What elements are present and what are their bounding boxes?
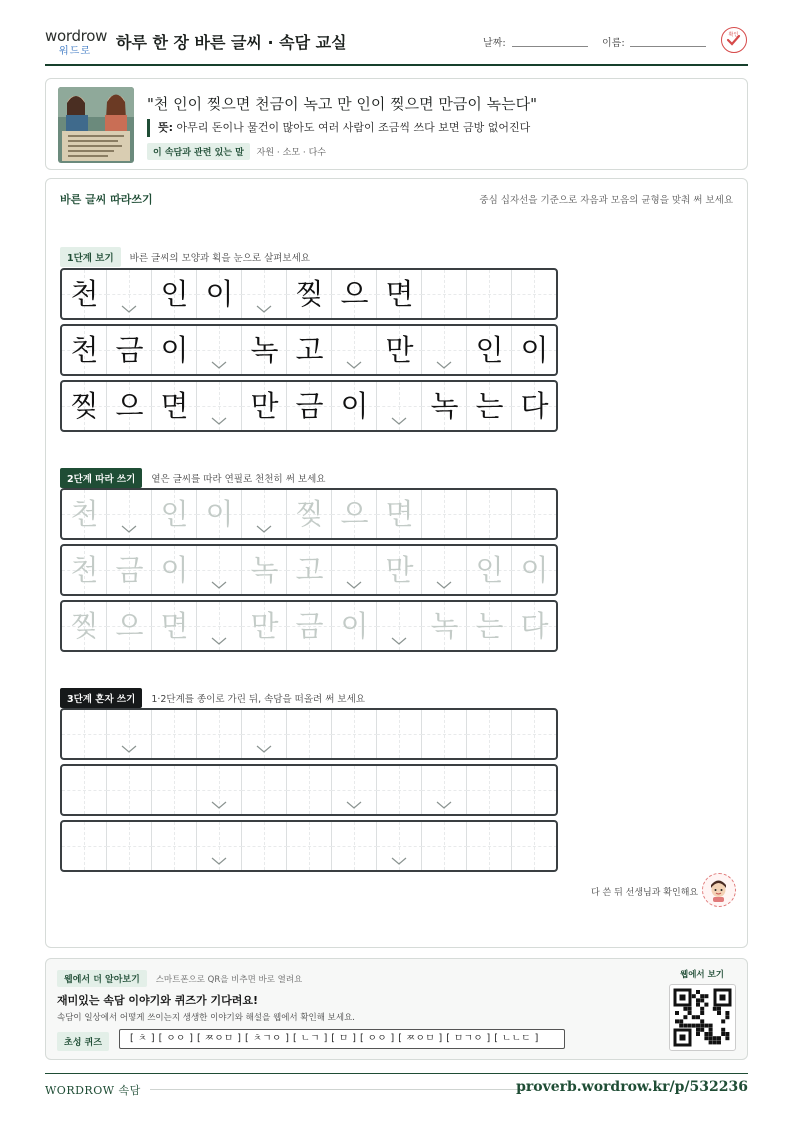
writing-cell [332,382,377,430]
writing-cell[interactable] [242,766,287,814]
writing-cell [422,546,467,594]
writing-char: 으 [340,277,369,311]
writing-char: 인 [475,333,504,367]
writing-char: 찢 [295,497,324,531]
page-title: 하루 한 장 바른 글씨 · 속담 교실 [116,33,347,52]
writing-cell[interactable] [467,766,512,814]
logo-subtext: 워드로 [59,46,91,57]
writing-cell [62,326,107,374]
writing-cell [152,326,197,374]
step2-header [60,468,325,488]
writing-char: 찢 [295,277,324,311]
writing-cell [422,490,467,538]
writing-cell [152,270,197,318]
space-mark-icon [346,800,362,810]
writing-cell [287,602,332,650]
writing-cell [512,382,557,430]
writing-cell [377,382,422,430]
writing-char: 면 [160,389,189,423]
writing-char: 이 [205,277,234,311]
writing-char: 이 [520,553,549,587]
writing-cell [107,546,152,594]
name-label: 이름: [602,38,625,49]
writing-cell [152,382,197,430]
writing-char: 이 [340,609,369,643]
writing-char: 금 [115,553,144,587]
space-mark-icon [391,856,407,866]
web-tag-hint: 스마트폰으로 QR을 비추면 바로 열려요 [155,975,303,985]
writing-cell [152,546,197,594]
proverb-meaning [147,119,530,137]
writing-cell [467,326,512,374]
writing-char: 녹 [250,333,279,367]
proverb-illustration [58,87,134,163]
writing-char: 금 [295,609,324,643]
writing-cell[interactable] [197,710,242,758]
writing-cell [377,602,422,650]
writing-row[interactable] [60,764,558,816]
step1-tag: 1단계 보기 [60,247,121,267]
writing-char: 이 [160,553,189,587]
web-section [45,958,748,1060]
writing-char: 찢 [70,609,99,643]
chosung-quiz: [ ㅊ ] [ ㅇㅇ ] [ ㅉㅇㅁ ] [ ㅊㄱㅇ ] [ ㄴㄱ ] [ ㅁ ] [ ㅇㅇ ] [ ㅉㅇㅁ ] [ ㅁㄱㅇ ] [ ㄴㄴㄷ ] [119,1029,565,1049]
writing-cell [377,490,422,538]
writing-cell[interactable] [512,766,557,814]
writing-char: 는 [475,609,504,643]
writing-char: 인 [160,497,189,531]
space-mark-icon [346,580,362,590]
writing-cell[interactable] [422,822,467,870]
writing-char: 녹 [430,389,459,423]
space-mark-icon [346,360,362,370]
writing-cell[interactable] [287,710,332,758]
writing-cell [107,382,152,430]
writing-cell[interactable] [242,822,287,870]
writing-row[interactable] [60,820,558,872]
writing-char: 만 [250,609,279,643]
proverb-card [45,78,748,170]
writing-char: 다 [520,389,549,423]
writing-cell[interactable] [152,710,197,758]
writing-cell[interactable] [332,766,377,814]
writing-cell [332,490,377,538]
writing-row [60,324,558,376]
practice-title: 바른 글씨 따라쓰기 [60,193,153,206]
writing-row [60,268,558,320]
related-words [147,143,326,160]
footer-divider [45,1073,748,1074]
space-mark-icon [436,580,452,590]
wordrow-logo [45,26,107,62]
writing-char: 이 [520,333,549,367]
writing-cell[interactable] [62,766,107,814]
writing-char: 으 [115,389,144,423]
proverb-text: "천 인이 찢으면 천금이 녹고 만 인이 찢으면 만금이 녹는다" [147,95,537,113]
writing-cell[interactable] [467,822,512,870]
space-mark-icon [256,744,272,754]
space-mark-icon [121,524,137,534]
footer-url[interactable]: proverb.wordrow.kr/p/532236 [516,1079,748,1095]
writing-char: 천 [70,553,99,587]
writing-cell [377,546,422,594]
space-mark-icon [391,636,407,646]
writing-row [60,600,558,652]
space-mark-icon [436,360,452,370]
writing-char: 는 [475,389,504,423]
space-mark-icon [121,744,137,754]
writing-char: 천 [70,497,99,531]
writing-cell [332,602,377,650]
writing-cell [197,490,242,538]
writing-cell [512,270,557,318]
web-tag [57,970,302,987]
quiz-label: 초성 퀴즈 [57,1032,109,1051]
web-description: 속담이 일상에서 어떻게 쓰이는지 생생한 이야기와 해설을 웹에서 확인해 보세요. [57,1013,355,1023]
step1-header [60,247,310,267]
logo-text: wordrow [45,27,108,45]
writing-cell [377,270,422,318]
writing-char: 천 [70,277,99,311]
writing-char: 천 [70,333,99,367]
name-field[interactable] [630,46,706,47]
writing-cell[interactable] [197,822,242,870]
related-label: 이 속담과 관련 있는 말 [147,143,250,160]
writing-cell [287,270,332,318]
writing-cell [512,490,557,538]
writing-cell [332,270,377,318]
writing-char: 면 [160,609,189,643]
writing-cell [467,382,512,430]
space-mark-icon [121,304,137,314]
writing-cell [512,546,557,594]
writing-cell[interactable] [287,822,332,870]
stamp-text: 확인 [728,32,739,38]
writing-char: 면 [385,497,414,531]
writing-char: 인 [160,277,189,311]
writing-cell [287,382,332,430]
teacher-stamp-icon [702,873,736,907]
writing-cell [422,602,467,650]
writing-cell [512,602,557,650]
writing-cell [62,490,107,538]
writing-cell[interactable] [107,710,152,758]
meaning-label: 뜻: [158,121,174,134]
writing-cell [332,546,377,594]
writing-row [60,380,558,432]
writing-cell[interactable] [62,710,107,758]
step2-desc: 옅은 글씨를 따라 연필로 천천히 써 보세요 [151,474,326,485]
writing-cell[interactable] [422,766,467,814]
writing-cell[interactable] [152,822,197,870]
page-header [45,22,748,66]
writing-cell [107,270,152,318]
space-mark-icon [211,360,227,370]
writing-cell[interactable] [107,766,152,814]
space-mark-icon [211,636,227,646]
writing-char: 만 [385,553,414,587]
writing-cell[interactable] [332,822,377,870]
writing-char: 으 [340,497,369,531]
writing-cell [332,326,377,374]
writing-cell [242,326,287,374]
writing-cell [107,490,152,538]
writing-cell[interactable] [512,822,557,870]
writing-cell [467,490,512,538]
writing-cell[interactable] [467,710,512,758]
space-mark-icon [256,524,272,534]
space-mark-icon [211,580,227,590]
date-field[interactable] [512,46,588,47]
writing-char: 으 [115,609,144,643]
writing-cell[interactable] [422,710,467,758]
writing-char: 금 [295,389,324,423]
writing-char: 면 [385,277,414,311]
writing-cell [242,382,287,430]
writing-cell[interactable] [377,766,422,814]
writing-char: 고 [295,333,324,367]
step3-desc: 1·2단계를 종이로 가린 뒤, 속담을 떠올려 써 보세요 [151,694,365,705]
writing-cell[interactable] [107,822,152,870]
writing-cell [62,602,107,650]
space-mark-icon [436,800,452,810]
web-title: 재미있는 속담 이야기와 퀴즈가 기다려요! [57,994,258,1007]
step1-desc: 바른 글씨의 모양과 획을 눈으로 살펴보세요 [129,253,310,264]
related-list: 자원 · 소모 · 다수 [256,148,326,158]
writing-cell[interactable] [62,822,107,870]
step3-tag: 3단계 혼자 쓰기 [60,688,142,708]
writing-char: 녹 [250,553,279,587]
writing-char: 고 [295,553,324,587]
writing-cell[interactable] [377,710,422,758]
writing-cell [422,270,467,318]
writing-char: 녹 [430,609,459,643]
writing-cell[interactable] [197,766,242,814]
writing-cell [62,382,107,430]
space-mark-icon [211,800,227,810]
writing-cell [377,326,422,374]
writing-char: 이 [340,389,369,423]
writing-cell[interactable] [377,822,422,870]
space-mark-icon [211,416,227,426]
writing-char: 찢 [70,389,99,423]
web-tag-label: 웹에서 더 알아보기 [57,970,147,987]
writing-cell [287,546,332,594]
writing-char: 금 [115,333,144,367]
writing-cell[interactable] [512,710,557,758]
writing-char: 다 [520,609,549,643]
writing-cell [467,546,512,594]
writing-cell [197,326,242,374]
writing-cell [197,602,242,650]
check-stamp-icon [721,27,747,53]
date-label: 날짜: [483,38,506,49]
practice-hint: 중심 십자선을 기준으로 자음과 모음의 균형을 맞춰 써 보세요 [479,195,733,206]
step2-tag: 2단계 따라 쓰기 [60,468,142,488]
writing-cell [197,546,242,594]
writing-cell[interactable] [152,766,197,814]
writing-cell[interactable] [287,766,332,814]
writing-cell [242,490,287,538]
writing-cell [512,326,557,374]
writing-cell [287,326,332,374]
writing-cell[interactable] [242,710,287,758]
space-mark-icon [391,416,407,426]
writing-cell [467,602,512,650]
qr-label: 웹에서 보기 [679,970,724,980]
writing-cell [107,326,152,374]
writing-cell [467,270,512,318]
writing-char: 이 [205,497,234,531]
qr-code-icon[interactable] [669,984,736,1051]
writing-char: 인 [475,553,504,587]
writing-char: 만 [385,333,414,367]
writing-cell [62,546,107,594]
writing-row [60,488,558,540]
writing-cell [242,602,287,650]
step3-header [60,688,365,708]
writing-cell [242,270,287,318]
writing-cell [287,490,332,538]
space-mark-icon [211,856,227,866]
writing-row[interactable] [60,708,558,760]
footer-rule [150,1089,538,1090]
footer-brand: WORDROW 속담 [45,1084,141,1097]
writing-cell [422,382,467,430]
writing-cell [197,382,242,430]
meaning-text: 아무리 돈이나 물건이 많아도 여러 사람이 조금씩 쓰다 보면 금방 없어진다 [176,121,531,134]
space-mark-icon [256,304,272,314]
writing-row [60,544,558,596]
writing-cell [62,270,107,318]
writing-char: 만 [250,389,279,423]
check-note: 다 쓴 뒤 선생님과 확인해요 [591,888,699,898]
writing-cell [242,546,287,594]
writing-cell [107,602,152,650]
writing-cell[interactable] [332,710,377,758]
writing-cell [152,490,197,538]
writing-cell [152,602,197,650]
writing-cell [197,270,242,318]
writing-cell [422,326,467,374]
writing-char: 이 [160,333,189,367]
